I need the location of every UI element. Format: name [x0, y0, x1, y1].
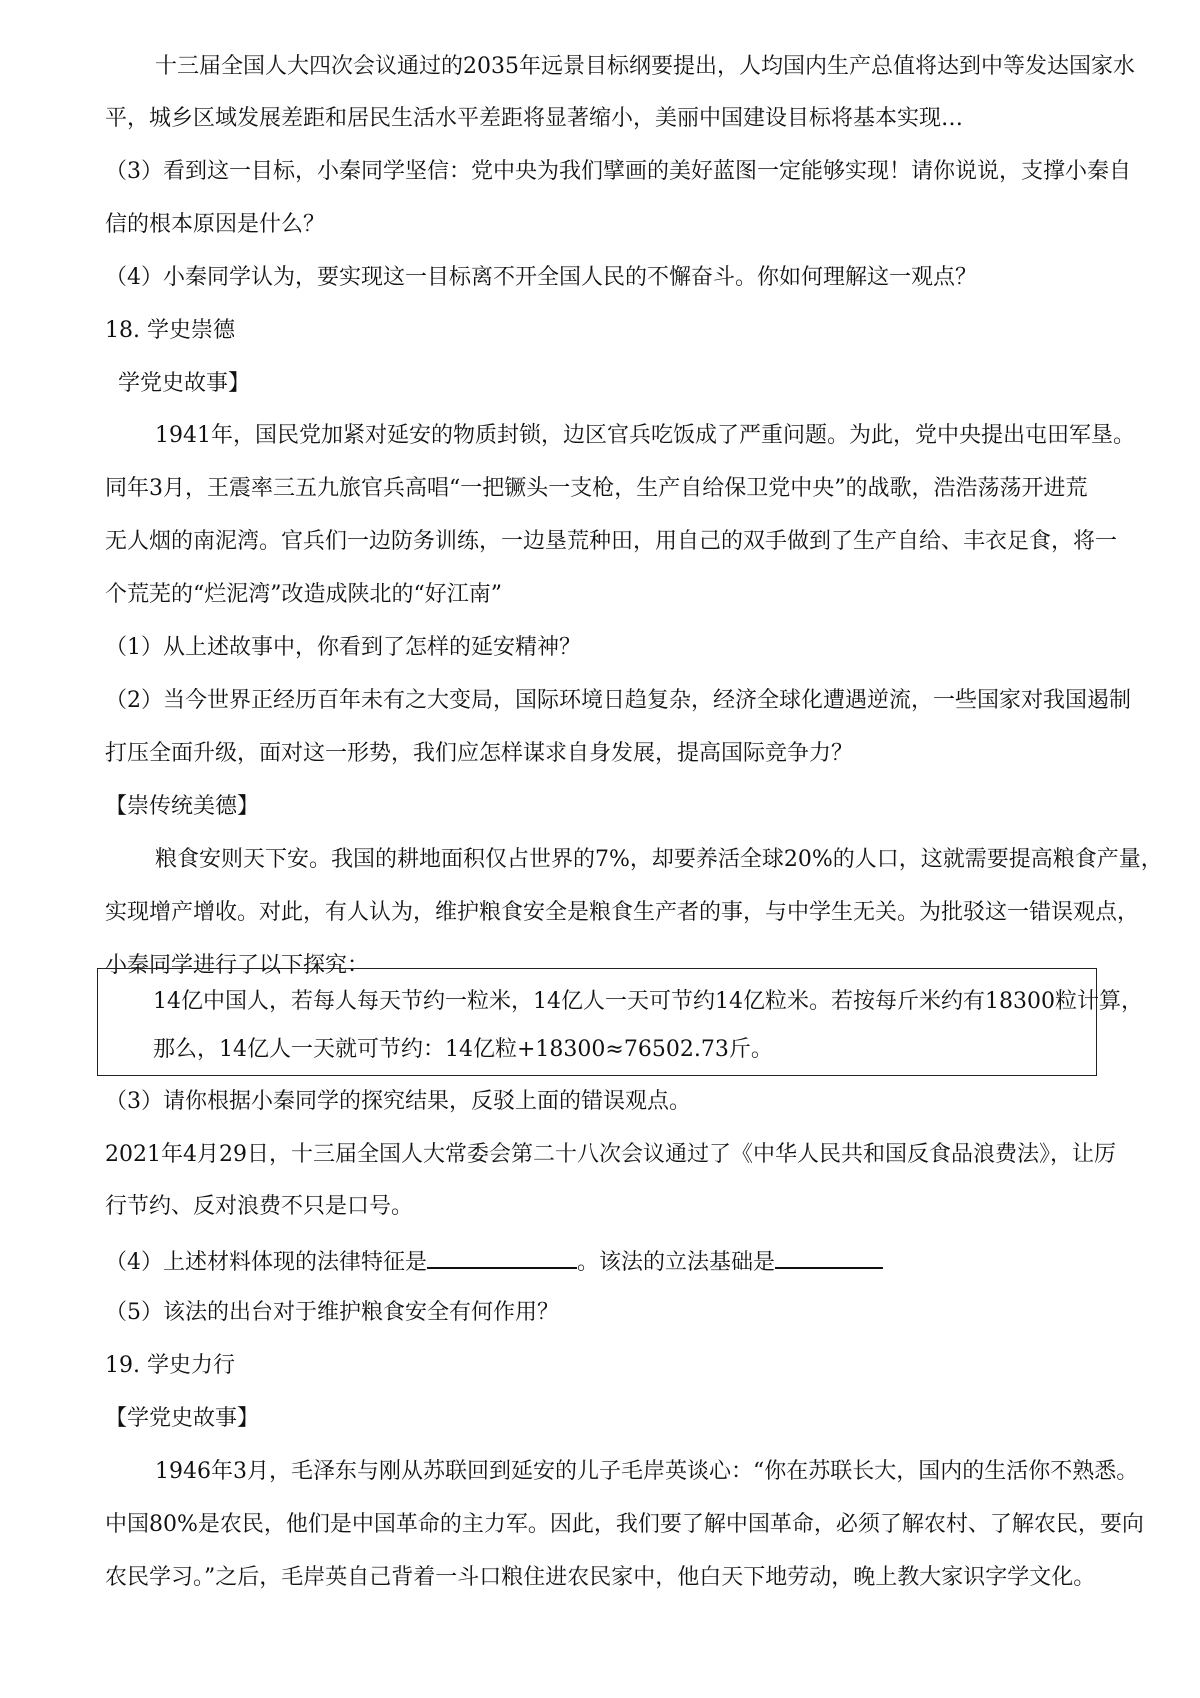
- q19-section-story: 【学党史故事】: [105, 1406, 260, 1431]
- box-line-1: 14亿中国人，若每人每天节约一粒米，14亿人一天可节约14亿粒米。若按每斤米约有18300粒计算，: [153, 989, 1143, 1014]
- q19-story-line-3: 农民学习。”之后，毛岸英自己背着一斗口粮住进农民家中，他白天下地劳动，晚上教大家识字学文化。: [105, 1565, 1096, 1590]
- q18-2-line-1: （2）当今世界正经历百年未有之大变局，国际环境日趋复杂，经济全球化遭遇逆流，一些国家对我国遏制: [105, 688, 1132, 713]
- q18-virtue-line-2: 实现增产增收。对此，有人认为，维护粮食安全是粮食生产者的事，与中学生无关。为批驳这一错误观点，: [105, 900, 1140, 925]
- q18-4-text-b: 。该法的立法基础是: [577, 1250, 776, 1275]
- q18-section-story: 学党史故事】: [118, 371, 251, 396]
- q18-story-line-1: 1941年，国民党加紧对延安的物质封锁，边区官兵吃饭成了严重问题。为此，党中央提出屯田军垦。: [155, 423, 1135, 448]
- box-line-2: 那么，14亿人一天就可节约：14亿粒+18300≈76502.73斤。: [153, 1037, 773, 1062]
- q18-title: 18. 学史崇德: [105, 318, 235, 343]
- q19-title: 19. 学史力行: [105, 1353, 235, 1378]
- q18-law-line-1: 2021年4月29日，十三届全国人大常委会第二十八次会议通过了《中华人民共和国反食品浪费法》，让厉: [105, 1142, 1116, 1167]
- q18-story-line-3: 无人烟的南泥湾。官兵们一边防务训练，一边垦荒种田，用自己的双手做到了生产自给、丰衣足食，将一: [105, 529, 1118, 554]
- q18-4-text-a: （4）上述材料体现的法律特征是: [105, 1250, 427, 1275]
- q18-virtue-line-1: 粮食安则天下安。我国的耕地面积仅占世界的7%，却要养活全球20%的人口，这就需要提高粮食产量，: [155, 847, 1163, 872]
- intro-line-1: 十三届全国人大四次会议通过的2035年远景目标纲要提出，人均国内生产总值将达到中等发达国家水: [155, 54, 1135, 79]
- intro-line-2: 平，城乡区域发展差距和居民生活水平差距将显著缩小，美丽中国建设目标将基本实现…: [105, 106, 964, 131]
- q19-story-line-1: 1946年3月，毛泽东与刚从苏联回到延安的儿子毛岸英谈心：“你在苏联长大，国内的生活你不熟悉。: [155, 1459, 1139, 1484]
- q18-3: （3）请你根据小秦同学的探究结果，反驳上面的错误观点。: [105, 1089, 691, 1114]
- q18-story-line-4: 个荒芜的“烂泥湾”改造成陕北的“好江南”: [105, 582, 502, 607]
- q17-4: （4）小秦同学认为，要实现这一目标离不开全国人民的不懈奋斗。你如何理解这一观点？: [105, 265, 978, 290]
- q18-2-line-2: 打压全面升级，面对这一形势，我们应怎样谋求自身发展，提高国际竞争力？: [105, 741, 854, 766]
- q17-3-line-1: （3）看到这一目标，小秦同学坚信：党中央为我们擘画的美好蓝图一定能够实现！请你说说，支撑小秦自: [105, 159, 1132, 184]
- answer-blank-2[interactable]: [775, 1245, 883, 1269]
- answer-blank-1[interactable]: [427, 1245, 577, 1269]
- q18-section-virtue: 【崇传统美德】: [105, 794, 260, 819]
- q19-story-line-2: 中国80%是农民，他们是中国革命的主力军。因此，我们要了解中国革命，必须了解农村、了解农民，要向: [105, 1512, 1144, 1537]
- calculation-box: [97, 968, 1143, 1076]
- q18-law-line-2: 行节约、反对浪费不只是口号。: [105, 1194, 414, 1219]
- q18-story-line-2: 同年3月，王震率三五九旅官兵高唱“一把镢头一支枪，生产自给保卫党中央”的战歌，浩浩荡荡开进荒: [105, 476, 1088, 501]
- q18-5: （5）该法的出台对于维护粮食安全有何作用？: [105, 1300, 559, 1325]
- q18-virtue-line-3: 小秦同学进行了以下探究：: [105, 953, 370, 978]
- q17-3-line-2: 信的根本原因是什么？: [105, 212, 326, 237]
- q18-4: [105, 1245, 883, 1278]
- q18-1: （1）从上述故事中，你看到了怎样的延安精神？: [105, 635, 581, 660]
